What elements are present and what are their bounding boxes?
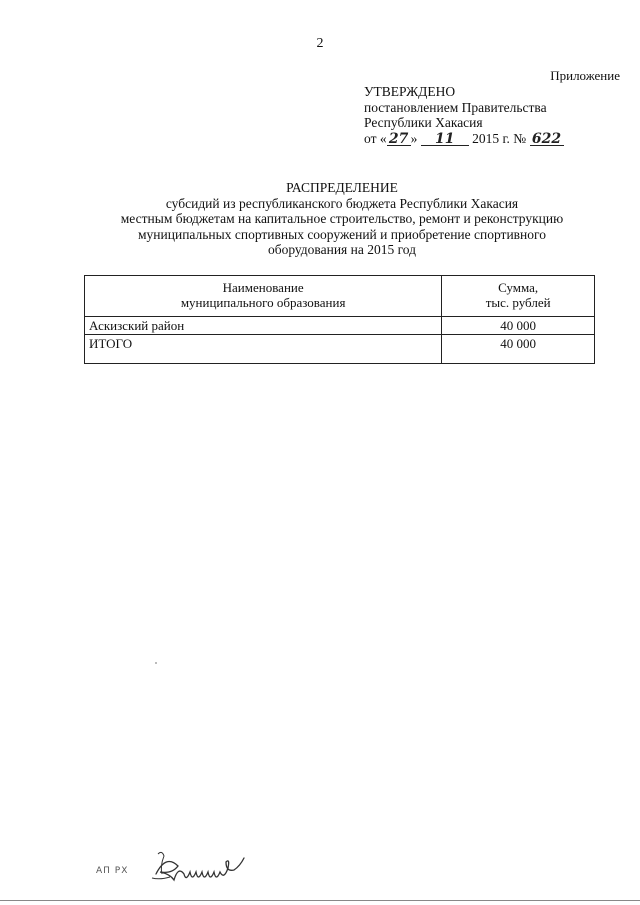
approval-line-1: постановлением Правительства xyxy=(364,99,547,115)
row-name: Аскизский район xyxy=(85,317,442,335)
date-day: 27 xyxy=(387,133,411,146)
date-prefix: от « xyxy=(364,130,387,146)
header-amount-line-2: тыс. рублей xyxy=(485,295,551,310)
document-title xyxy=(0,180,640,258)
title-line-3: муниципальных спортивных сооружений и приобретение спортивного xyxy=(138,226,546,242)
date-month: 11 xyxy=(421,133,469,146)
approval-line-2: Республики Хакасия xyxy=(364,115,483,130)
header-name xyxy=(85,276,442,317)
date-year: 2015 г. № xyxy=(472,130,527,146)
page-bottom-edge xyxy=(0,900,640,901)
header-name-line-1: Наименование xyxy=(222,280,304,295)
total-name: ИТОГО xyxy=(85,335,442,364)
page-number: 2 xyxy=(316,36,324,51)
appendix-label: Приложение xyxy=(550,68,620,83)
approval-heading: УТВЕРЖДЕНО xyxy=(364,84,456,99)
header-amount xyxy=(442,276,595,317)
date-mid: » xyxy=(410,130,418,146)
table-row xyxy=(85,317,595,335)
title-heading: РАСПРЕДЕЛЕНИЕ xyxy=(286,180,398,195)
title-line-2: местным бюджетам на капитальное строительство, ремонт и реконструкцию xyxy=(120,211,564,226)
signature-icon xyxy=(150,848,290,888)
table-header-row xyxy=(85,276,595,317)
table-row-total xyxy=(85,335,595,364)
total-amount: 40 000 xyxy=(442,335,595,364)
row-amount: 40 000 xyxy=(442,317,595,335)
approval-date-line xyxy=(364,131,564,147)
title-line-4: оборудования на 2015 год xyxy=(267,242,417,257)
header-amount-line-1: Сумма, xyxy=(498,280,539,295)
distribution-table xyxy=(84,275,595,364)
decree-number: 622 xyxy=(530,133,564,146)
title-line-1: субсидий из республиканского бюджета Республики Хакасия xyxy=(165,195,519,211)
footer-code: АП РХ xyxy=(96,866,129,876)
header-name-line-2: муниципального образования xyxy=(180,295,346,310)
approval-block xyxy=(364,84,564,146)
scan-speck xyxy=(155,662,157,664)
